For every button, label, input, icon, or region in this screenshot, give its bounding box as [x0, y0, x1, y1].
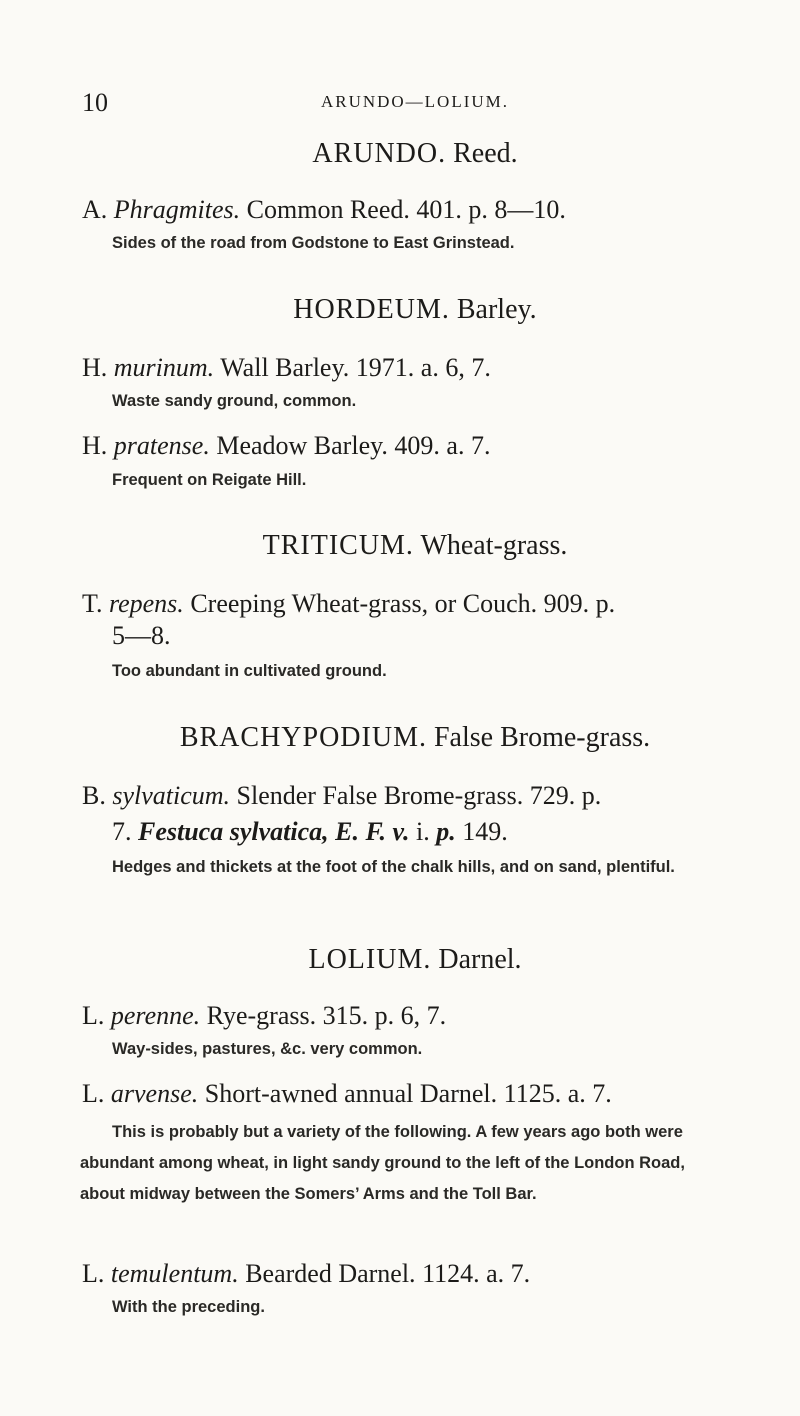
genus-heading-arundo: ARUNDO. Reed. [312, 138, 518, 169]
habitat-note: Frequent on Reigate Hill. [112, 471, 307, 489]
habitat-note: Way-sides, pastures, &c. very common. [112, 1040, 423, 1058]
genus-heading-lolium: LOLIUM. Darnel. [308, 944, 522, 975]
species-entry: B. sylvaticum. Slender False Brome-grass. 729. p. [82, 781, 602, 810]
habitat-note: This is probably but a variety of the following. A few years ago both were abundant among wheat, in light sandy ground to the left of the London Road, about midway between the Somers’ Arms and the Toll Bar. [80, 1123, 685, 1203]
species-entry: H. pratense. Meadow Barley. 409. a. 7. [82, 431, 491, 460]
species-entry: L. perenne. Rye-grass. 315. p. 6, 7. [82, 1001, 447, 1030]
species-entry: H. murinum. Wall Barley. 1971. a. 6, 7. [82, 353, 491, 382]
genus-heading-triticum: TRITICUM. Wheat-grass. [262, 530, 568, 561]
habitat-note: Hedges and thickets at the foot of the chalk hills, and on sand, plentiful. [112, 858, 675, 876]
running-title: ARUNDO—LOLIUM. [320, 92, 510, 111]
genus-heading-hordeum: HORDEUM. Barley. [293, 294, 537, 325]
synonym-line: 7. Festuca sylvatica, E. F. v. i. p. 149. [112, 817, 508, 846]
species-entry-continuation: 5—8. [112, 621, 171, 650]
habitat-note: Too abundant in cultivated ground. [112, 662, 387, 680]
species-entry: L. arvense. Short-awned annual Darnel. 1125. a. 7. [82, 1079, 612, 1108]
page-number: 10 [82, 88, 108, 117]
species-entry: T. repens. Creeping Wheat-grass, or Couch. 909. p. [82, 589, 616, 618]
habitat-note: Waste sandy ground, common. [112, 392, 357, 410]
habitat-note: Sides of the road from Godstone to East Grinstead. [112, 234, 515, 252]
species-entry: L. temulentum. Bearded Darnel. 1124. a. 7. [82, 1259, 531, 1288]
genus-heading-brachypodium: BRACHYPODIUM. False Brome-grass. [179, 722, 651, 753]
species-entry: A. Phragmites. Common Reed. 401. p. 8—10. [82, 195, 566, 224]
habitat-note: With the preceding. [112, 1298, 265, 1316]
